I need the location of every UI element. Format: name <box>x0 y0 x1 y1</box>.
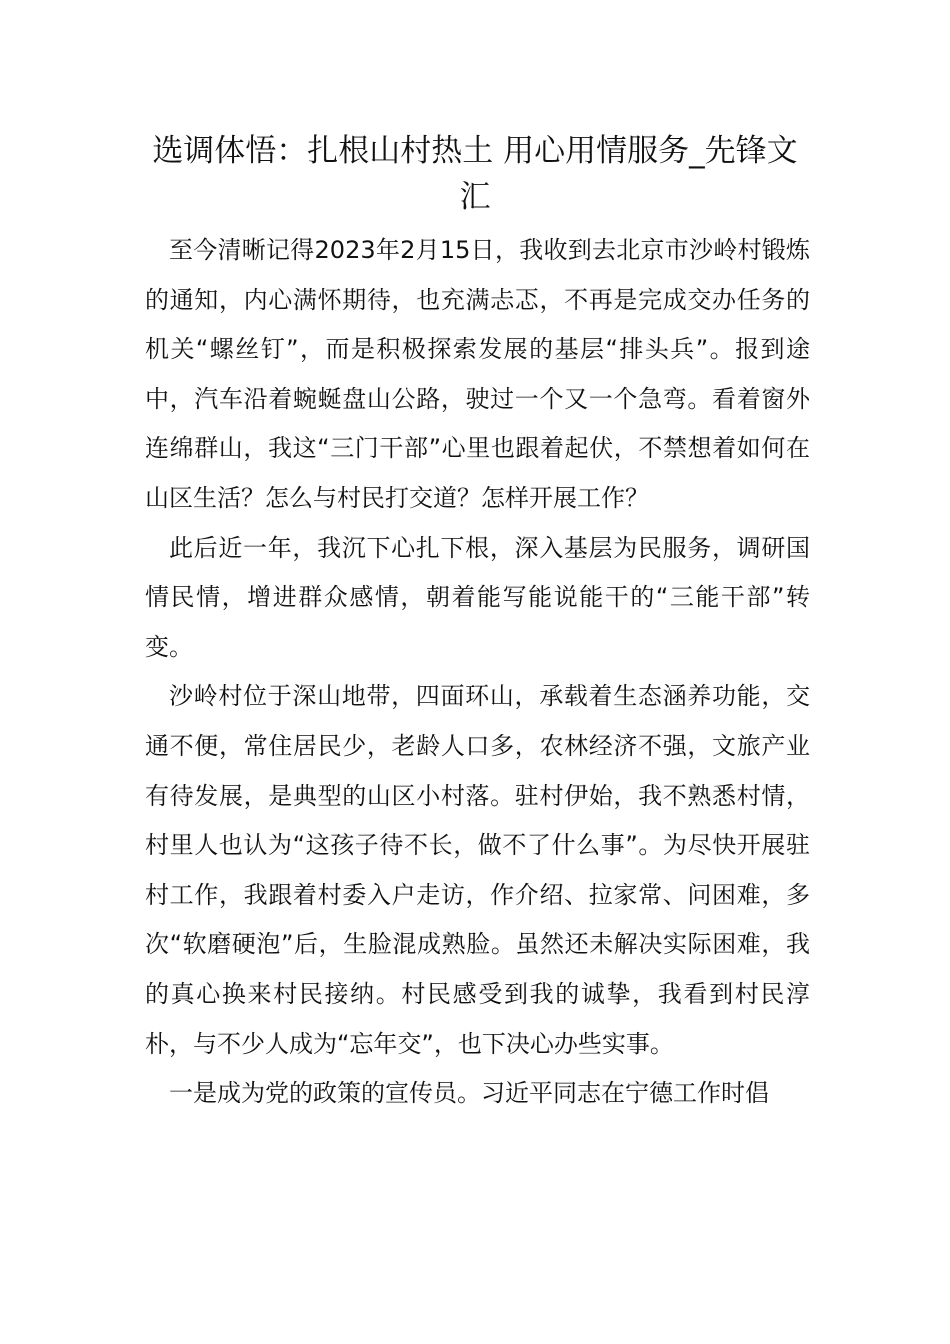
document-body <box>145 226 810 1119</box>
document-title: 选调体悟：扎根山村热土 用心用情服务_先锋文汇 <box>152 133 798 215</box>
paragraph-4: 一是成为党的政策的宣传员。习近平同志在宁德工作时倡 <box>169 1079 769 1108</box>
paragraph-3: 沙岭村位于深山地带，四面环山，承载着生态涵养功能，交通不便，常住居民少，老龄人口多，农林经济不强，文旅产业有待发展，是典型的山区小村落。驻村伊始，我不熟悉村情，村里人也认为“这孩子待不长，做不了什么事”。为尽快开展驻村工作，我跟着村委入户走访，作介绍、拉家常、问困难，多次“软磨硬泡”后，生脸混成熟脸。虽然还未解决实际困难，我的真心换来村民接纳。村民感受到我的诚挚，我看到村民淳朴，与不少人成为“忘年交”，也下决心办些实事。 <box>145 682 810 1058</box>
paragraph-2: 此后近一年，我沉下心扎下根，深入基层为民服务，调研国情民情，增进群众感情，朝着能写能说能干的“三能干部”转变。 <box>145 533 810 661</box>
paragraph-1: 至今清晰记得2023年2月15日，我收到去北京市沙岭村锻炼的通知，内心满怀期待，也充满忐忑，不再是完成交办任务的机关“螺丝钉”，而是积极探索发展的基层“排头兵”。报到途中，汽车沿着蜿蜒盘山公路，驶过一个又一个急弯。看着窗外连绵群山，我这“三门干部”心里也跟着起伏，不禁想着如何在山区生活？怎么与村民打交道？怎样开展工作？ <box>145 236 810 512</box>
